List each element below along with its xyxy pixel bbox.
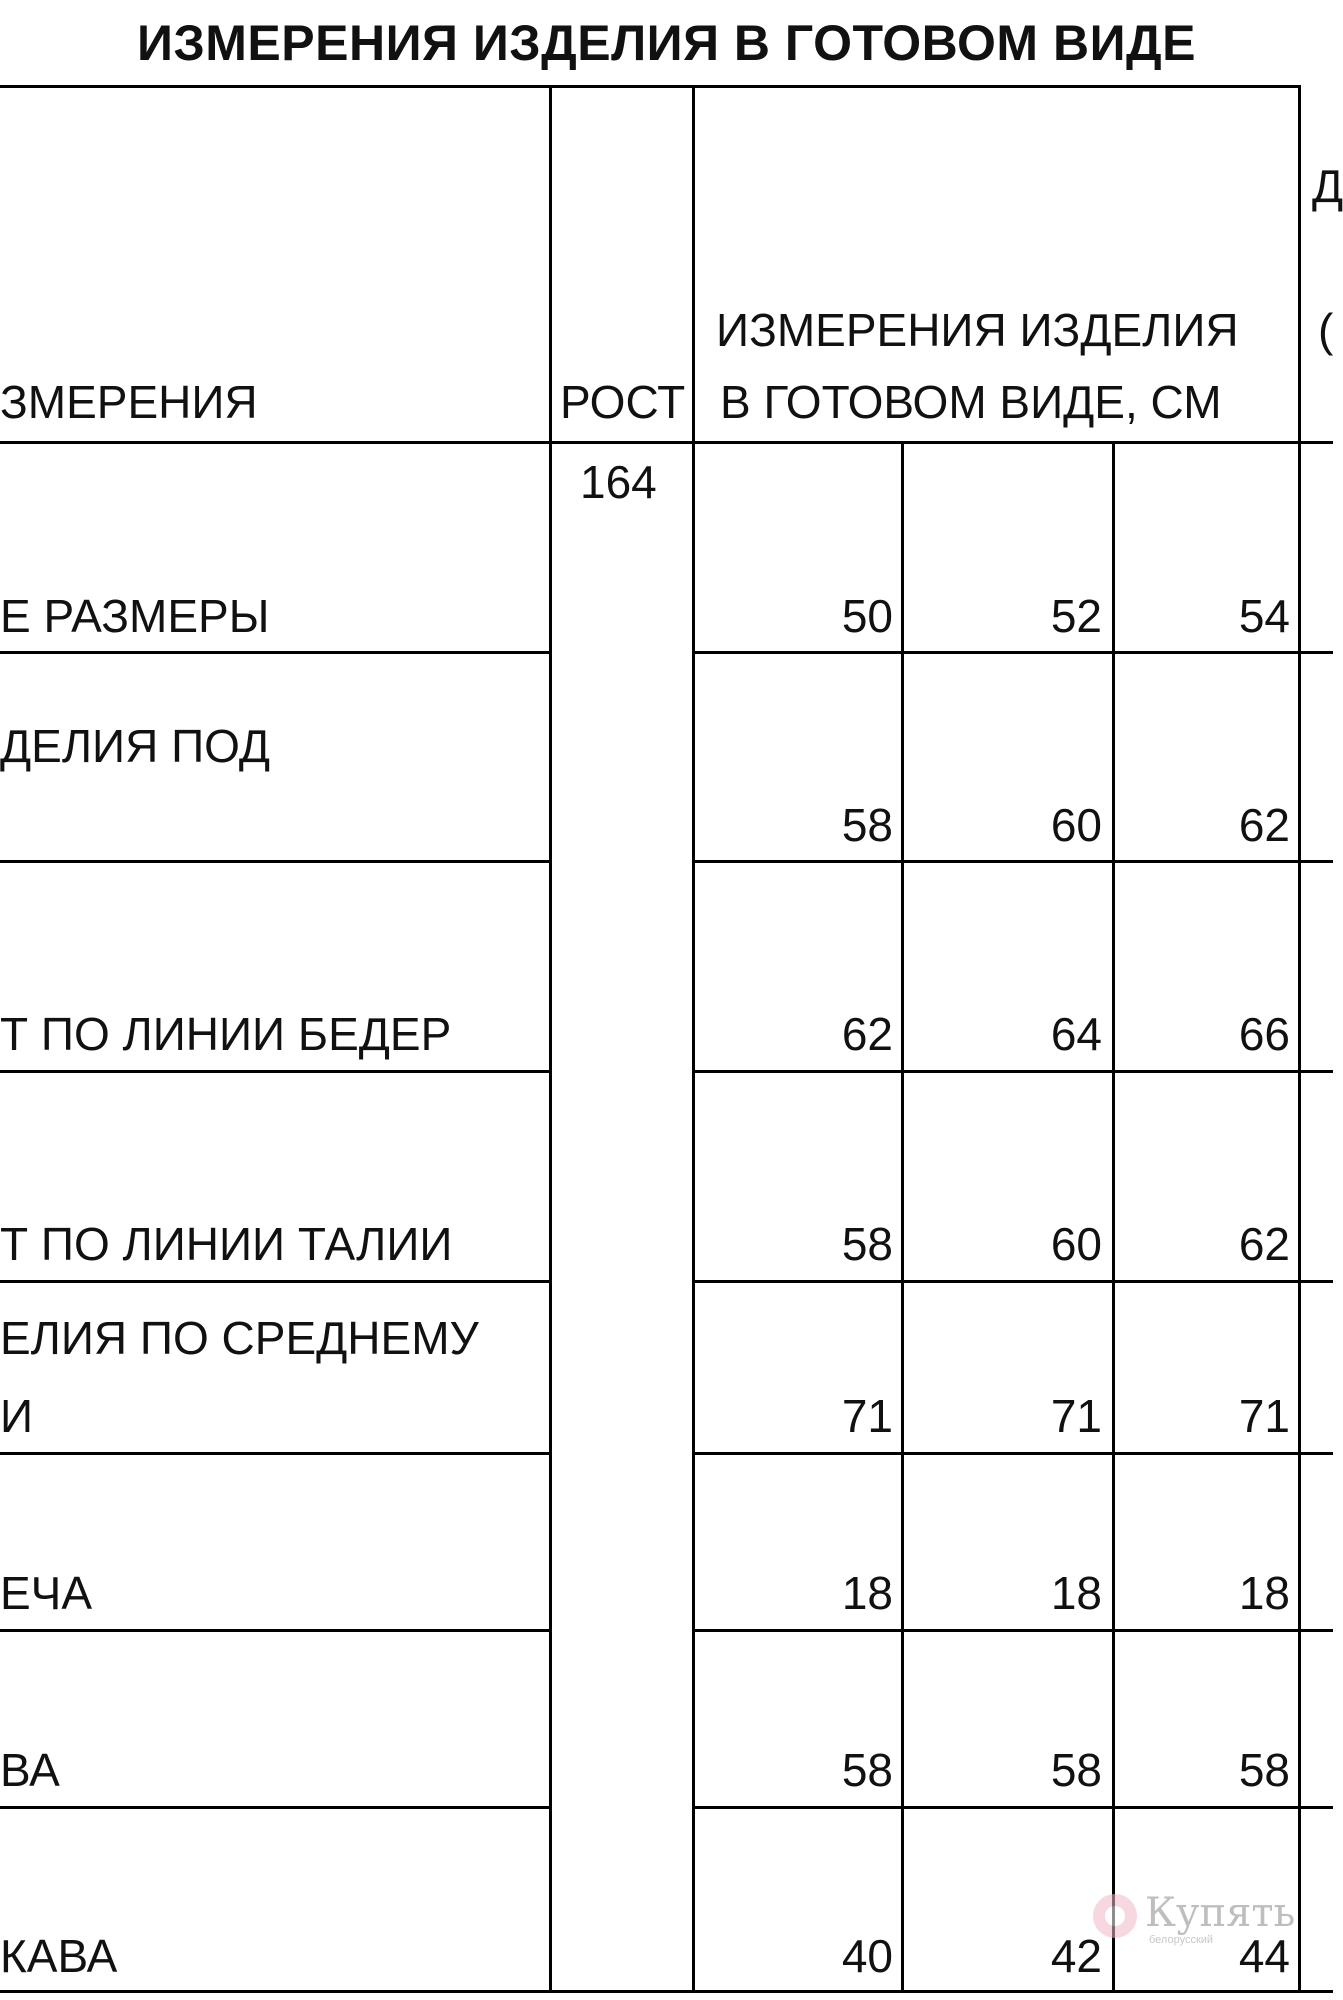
table-line xyxy=(0,1990,1333,1993)
table-line xyxy=(693,1280,1333,1283)
table-line xyxy=(0,1452,550,1455)
header-values-line2: В ГОТОВОМ ВИДЕ, СМ xyxy=(720,376,1222,428)
row-value: 54 xyxy=(1238,590,1290,642)
table-line xyxy=(0,1070,550,1073)
row-value: 71 xyxy=(841,1390,893,1442)
table-line xyxy=(0,85,1300,88)
table-line xyxy=(0,651,550,654)
row-value: 58 xyxy=(841,799,893,851)
page-title: ИЗМЕРЕНИЯ ИЗДЕЛИЯ В ГОТОВОМ ВИДЕ xyxy=(137,15,1196,71)
header-measurement: ЗМЕРЕНИЯ xyxy=(0,376,258,428)
table-line xyxy=(693,1452,1333,1455)
row-value: 58 xyxy=(841,1744,893,1796)
row-value: 58 xyxy=(1238,1744,1290,1796)
row-value: 44 xyxy=(1238,1930,1290,1982)
table-line xyxy=(0,1806,550,1809)
row-value: 64 xyxy=(1050,1008,1102,1060)
row-value: 71 xyxy=(1238,1390,1290,1442)
table-line xyxy=(693,860,1333,863)
table-line xyxy=(692,85,695,1993)
header-partial-top: Д xyxy=(1312,160,1343,212)
row-label: И xyxy=(0,1390,34,1442)
table-line xyxy=(549,85,552,1993)
table-line xyxy=(1298,85,1301,1993)
header-partial-mid: ( xyxy=(1318,304,1334,356)
table-line xyxy=(693,1806,1333,1809)
header-height: РОСТ xyxy=(560,376,686,428)
table-line xyxy=(0,1629,550,1632)
row-value: 52 xyxy=(1050,590,1102,642)
row-label: ЕЧА xyxy=(0,1567,93,1619)
brand-logo-icon xyxy=(1093,1894,1137,1938)
row-value: 40 xyxy=(841,1930,893,1982)
row-value: 60 xyxy=(1050,799,1102,851)
row-label: ЕЛИЯ ПО СРЕДНЕМУ xyxy=(0,1312,479,1364)
watermark xyxy=(1093,1890,1303,1950)
table-line xyxy=(693,1629,1333,1632)
row-label: Т ПО ЛИНИИ БЕДЕР xyxy=(0,1008,452,1060)
table-line xyxy=(901,441,904,1993)
table-line xyxy=(693,1070,1333,1073)
row-value: 42 xyxy=(1050,1930,1102,1982)
row-label: ДЕЛИЯ ПОД xyxy=(0,720,271,772)
row-label: КАВА xyxy=(0,1930,118,1982)
table-line xyxy=(693,651,1333,654)
table-line xyxy=(1112,441,1115,1993)
watermark-sub: белорусский xyxy=(1149,1934,1214,1946)
row-value: 60 xyxy=(1050,1218,1102,1270)
row-value: 66 xyxy=(1238,1008,1290,1060)
row-value: 62 xyxy=(1238,799,1290,851)
row-value: 18 xyxy=(1050,1567,1102,1619)
row-value: 58 xyxy=(1050,1744,1102,1796)
table-line xyxy=(0,1280,550,1283)
watermark-brand: Купять xyxy=(1145,1890,1296,1936)
row-value: 62 xyxy=(1238,1218,1290,1270)
height-value: 164 xyxy=(580,456,657,508)
row-value: 58 xyxy=(841,1218,893,1270)
header-values-line1: ИЗМЕРЕНИЯ ИЗДЕЛИЯ xyxy=(716,304,1239,356)
row-value: 62 xyxy=(841,1008,893,1060)
table-line xyxy=(0,441,1333,444)
row-label: Т ПО ЛИНИИ ТАЛИИ xyxy=(0,1218,453,1270)
row-value: 18 xyxy=(841,1567,893,1619)
row-label: ВА xyxy=(0,1744,60,1796)
row-value: 71 xyxy=(1050,1390,1102,1442)
row-value: 50 xyxy=(841,590,893,642)
row-value: 18 xyxy=(1238,1567,1290,1619)
table-line xyxy=(0,860,550,863)
row-label: Е РАЗМЕРЫ xyxy=(0,590,270,642)
